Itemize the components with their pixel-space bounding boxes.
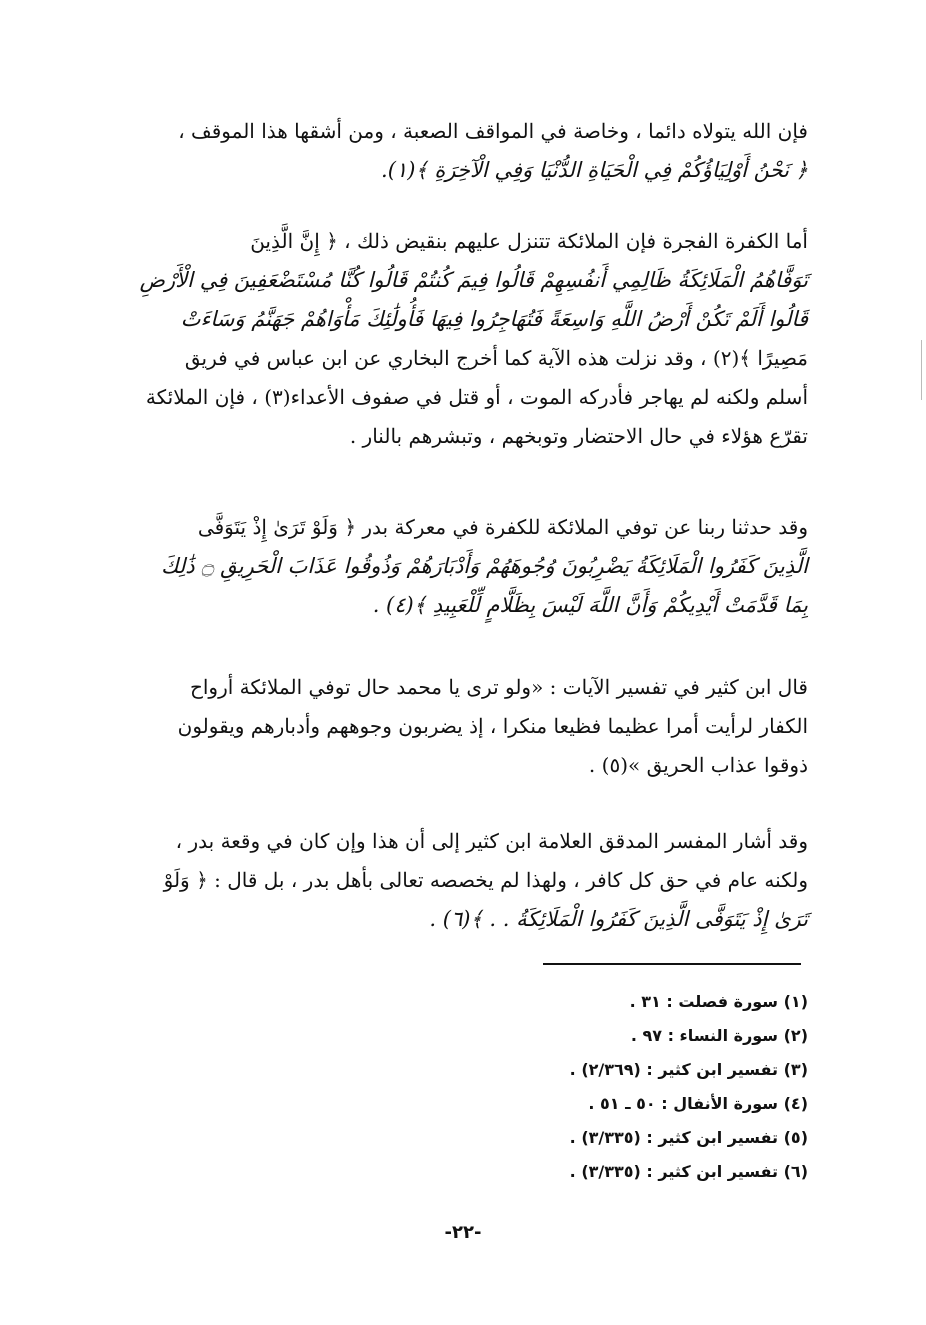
footnote-2: (٢) سورة النساء : ٩٧ . xyxy=(630,1026,808,1045)
paragraph-2 xyxy=(100,222,808,456)
footnotes xyxy=(508,985,808,1189)
quran-verse-line: ﴿ نَحْنُ أَوْلِيَاؤُكُمْ فِي الْحَيَاةِ الدُّنْيَا وَفِي الْآخِرَةِ ﴾(١). xyxy=(381,158,808,182)
paragraph-1 xyxy=(100,112,808,190)
text-line: وقد حدثنا ربنا عن توفي الملائكة للكفرة في معركة بدر ﴿ وَلَوْ تَرَىٰ إِذْ يَتَوَفَّى xyxy=(197,515,808,539)
quran-verse-line: الَّذِينَ كَفَرُوا الْمَلَائِكَةُ يَضْرِبُونَ وُجُوهَهُمْ وَأَدْبَارَهُمْ وَذُوقُوا عَذَابَ الْحَرِيقِ ۝ ذَٰلِكَ xyxy=(161,554,808,578)
footnote-divider xyxy=(543,963,801,965)
footnote-1: (١) سورة فصلت : ٣١ . xyxy=(629,992,808,1011)
text-line: ذوقوا عذاب الحريق »(٥) . xyxy=(588,753,808,777)
quran-verse-line: تَرَىٰ إِذْ يَتَوَفَّى الَّذِينَ كَفَرُوا الْمَلَائِكَةُ . . ﴾(٦) . xyxy=(429,907,808,931)
footnote-4: (٤) سورة الأنفال : ٥٠ ـ ٥١ . xyxy=(588,1094,808,1113)
text-line: وقد أشار المفسر المدقق العلامة ابن كثير إلى أن هذا وإن كان في وقعة بدر ، xyxy=(175,829,808,853)
paragraph-3 xyxy=(100,508,808,625)
quran-verse-line: بِمَا قَدَّمَتْ أَيْدِيكُمْ وَأَنَّ اللَّهَ لَيْسَ بِظَلَّامٍ لِّلْعَبِيدِ ﴾(٤) . xyxy=(372,593,808,617)
margin-scan-mark xyxy=(913,340,922,400)
text-line: ولكنه عام في حق كل كافر ، ولهذا لم يخصصه تعالى بأهل بدر ، بل قال : ﴿ وَلَوْ xyxy=(163,868,808,892)
quran-verse-line: قَالُوا أَلَمْ تَكُنْ أَرْضُ اللَّهِ وَاسِعَةً فَتُهَاجِرُوا فِيهَا فَأُولَٰئِكَ مَأْوَاهُمْ جَهَنَّمُ وَسَاءَتْ xyxy=(180,307,808,331)
page-number: -٢٢- xyxy=(444,1222,482,1243)
text-line: قال ابن كثير في تفسير الآيات : «ولو ترى يا محمد حال توفي الملائكة أرواح xyxy=(189,675,808,699)
footnote-3: (٣) تفسير ابن كثير : (٢/٣٦٩) . xyxy=(569,1060,808,1079)
footnote-6: (٦) تفسير ابن كثير : (٣/٣٣٥) . xyxy=(569,1162,808,1181)
text-line: أما الكفرة الفجرة فإن الملائكة تتنزل عليهم بنقيض ذلك ، ﴿ إِنَّ الَّذِينَ xyxy=(250,229,808,253)
text-line: تقرّع هؤلاء في حال الاحتضار وتوبخهم ، وتبشرهم بالنار . xyxy=(349,424,808,448)
text-line: فإن الله يتولاه دائما ، وخاصة في المواقف الصعبة ، ومن أشقها هذا الموقف ، xyxy=(178,119,808,143)
paragraph-4 xyxy=(100,668,808,785)
footnote-5: (٥) تفسير ابن كثير : (٣/٣٣٥) . xyxy=(569,1128,808,1147)
quran-verse-line: تَوَفَّاهُمُ الْمَلَائِكَةُ ظَالِمِي أَنفُسِهِمْ قَالُوا فِيمَ كُنتُمْ قَالُوا كُنَّا مُسْتَضْعَفِينَ فِي الْأَرْضِ xyxy=(139,268,808,292)
text-line: مَصِيرًا ﴾(٢) ، وقد نزلت هذه الآية كما أخرج البخاري عن ابن عباس في فريق xyxy=(184,346,808,370)
text-line: أسلم ولكنه لم يهاجر فأدركه الموت ، أو قتل في صفوف الأعداء(٣) ، فإن الملائكة xyxy=(145,385,808,409)
paragraph-5 xyxy=(100,822,808,939)
text-line: الكفار لرأيت أمرا عظيما فظيعا منكرا ، إذ يضربون وجوههم وأدبارهم ويقولون xyxy=(177,714,808,738)
